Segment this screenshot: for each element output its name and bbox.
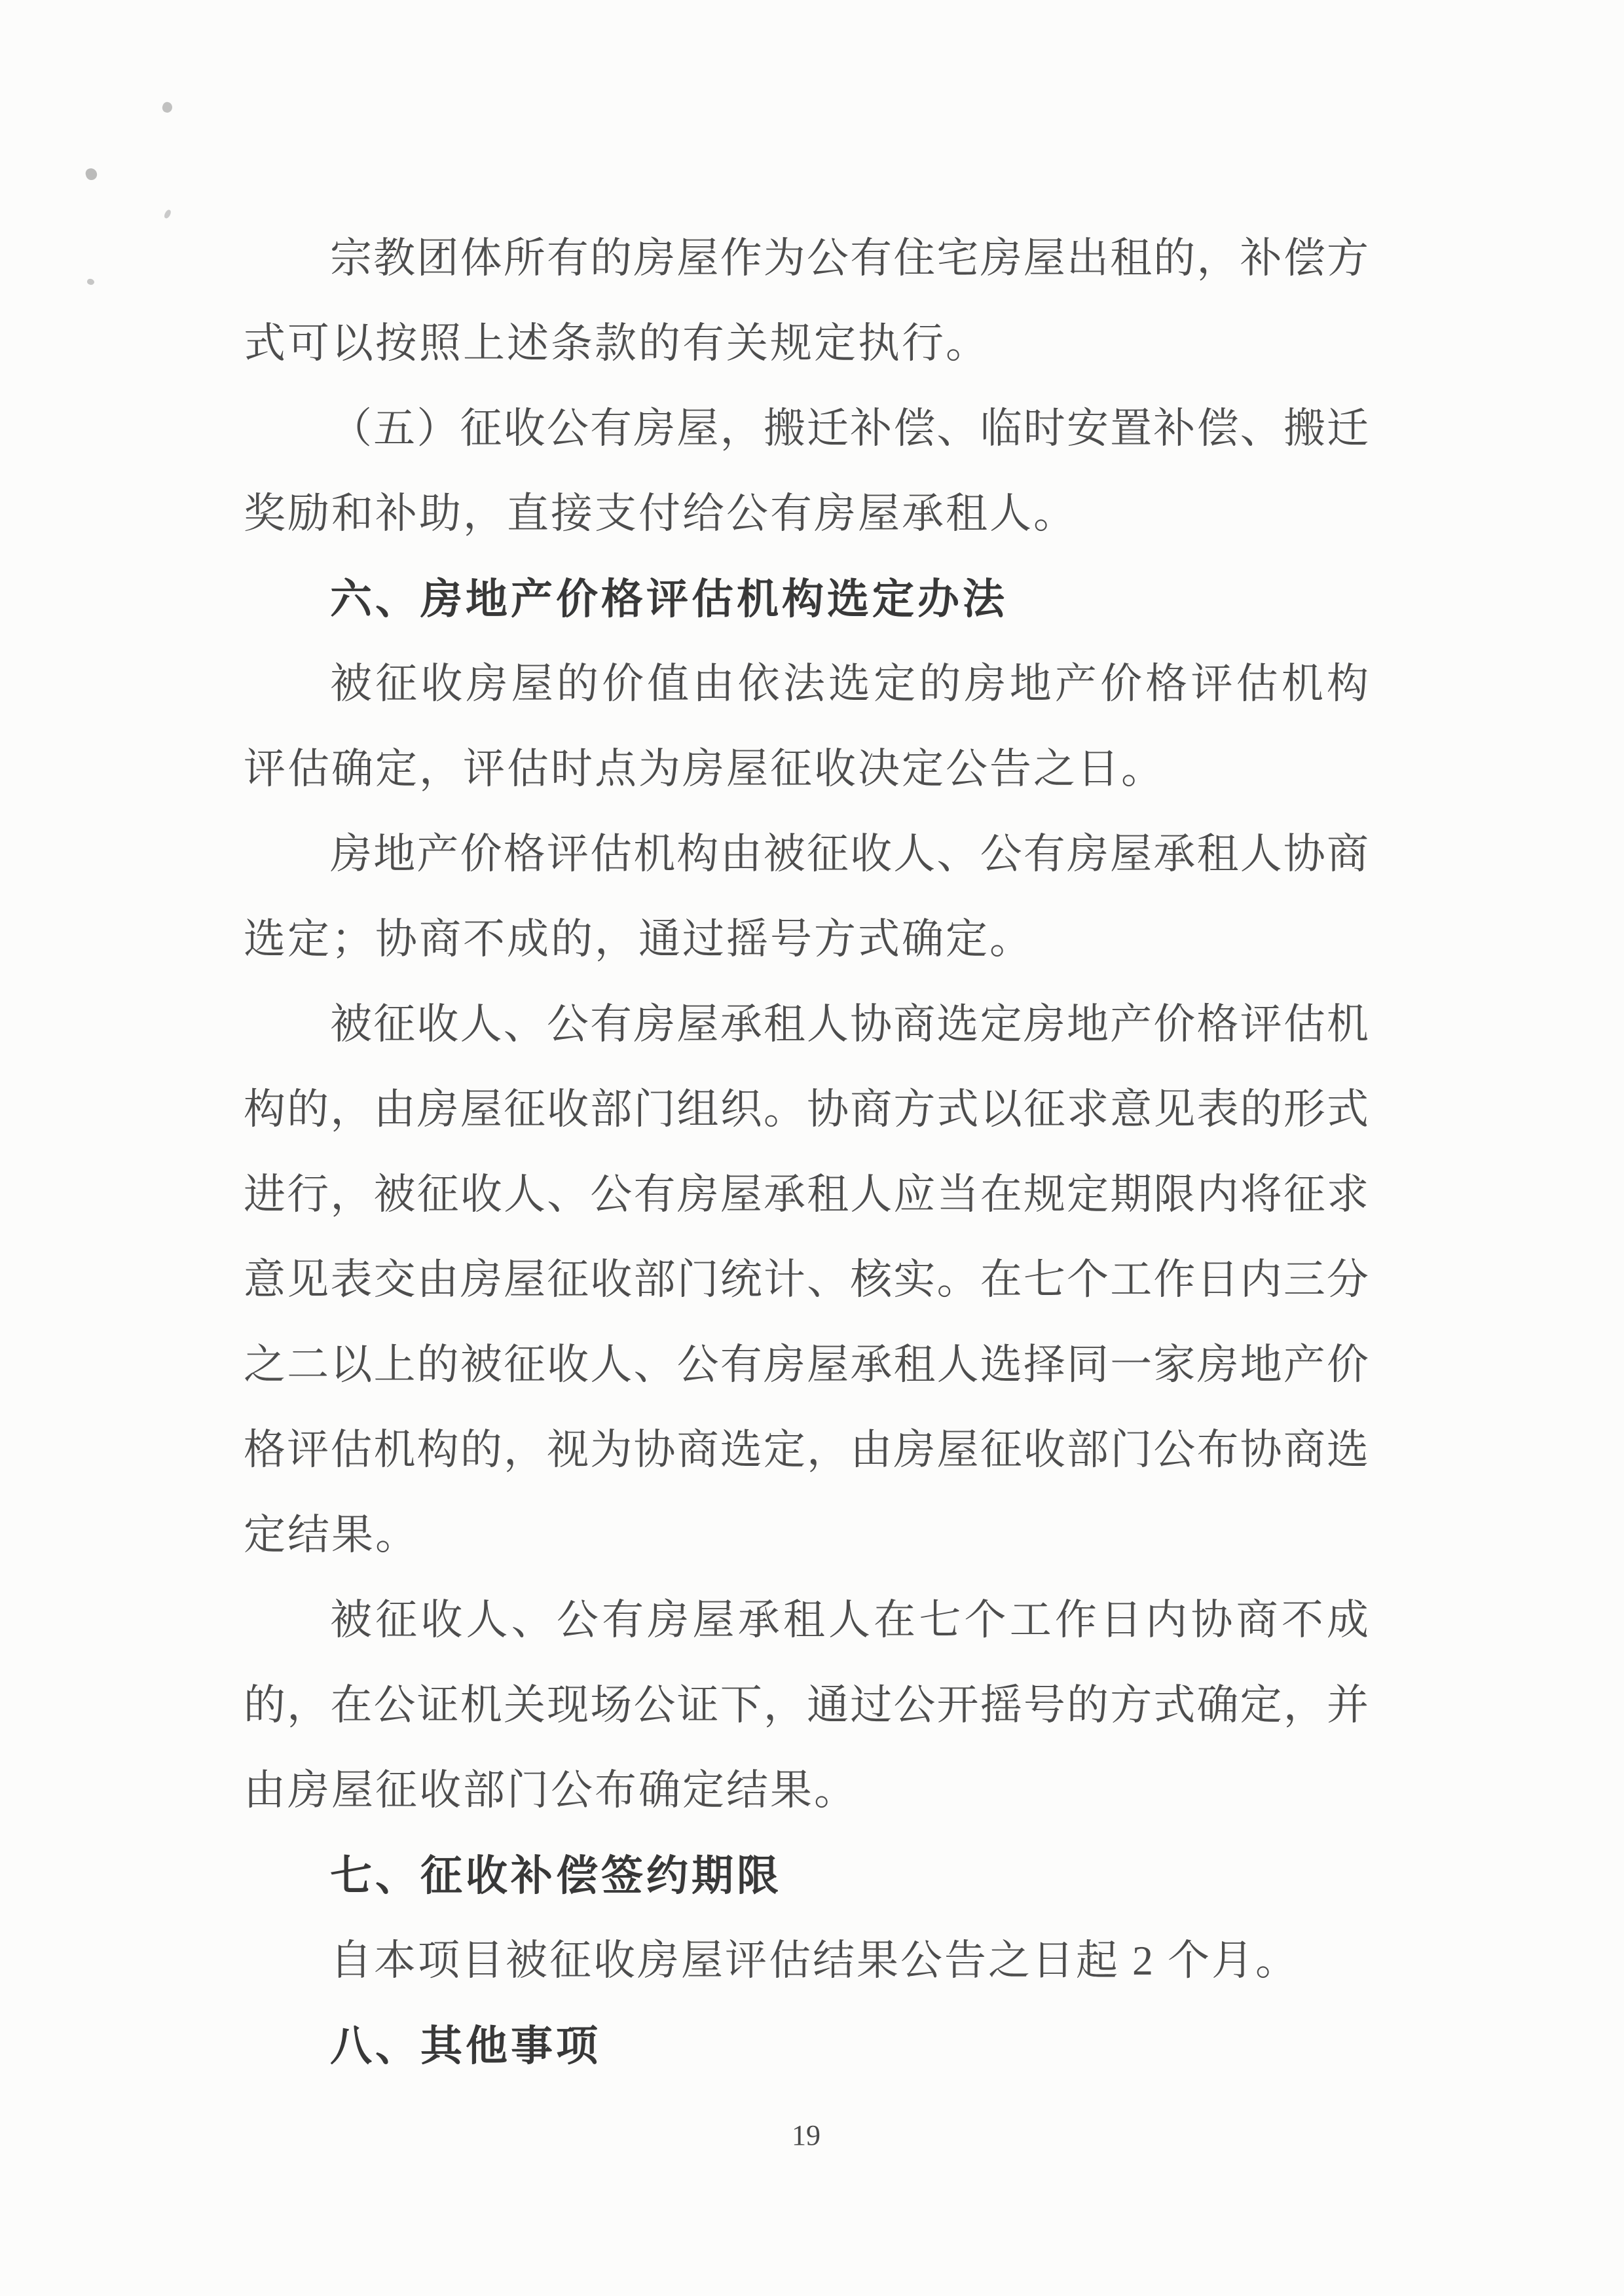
document-line: 构的，由房屋征收部门组织。协商方式以征求意见表的形式 (244, 1086, 1369, 1133)
section-heading: 六、房地产价格评估机构选定办法 (330, 575, 1008, 623)
document-line: （五）征收公有房屋，搬迁补偿、临时安置补偿、搬迁 (330, 405, 1369, 452)
document-line: 进行，被征收人、公有房屋承租人应当在规定期限内将征求 (244, 1171, 1369, 1218)
document-body (244, 216, 1369, 2088)
document-line: 被征收人、公有房屋承租人在七个工作日内协商不成 (330, 1597, 1369, 1643)
scan-speck (86, 278, 94, 285)
document-line: 选定；协商不成的，通过摇号方式确定。 (244, 916, 1033, 962)
document-line: 奖励和补助，直接支付给公有房屋承租人。 (244, 490, 1077, 537)
document-line: 被征收人、公有房屋承租人协商选定房地产价格评估机 (330, 1001, 1369, 1048)
scan-speck (161, 101, 174, 114)
document-line: 被征收房屋的价值由依法选定的房地产价格评估机构 (330, 661, 1369, 707)
document-line: 由房屋征收部门公布确定结果。 (244, 1767, 858, 1813)
section-heading: 八、其他事项 (330, 2022, 601, 2069)
scan-speck (163, 209, 172, 219)
document-line: 格评估机构的，视为协商选定，由房屋征收部门公布协商选 (244, 1427, 1369, 1473)
scan-speck (84, 167, 98, 181)
document-line: 之二以上的被征收人、公有房屋承租人选择同一家房地产价 (244, 1341, 1369, 1388)
document-line: 式可以按照上述条款的有关规定执行。 (244, 320, 989, 367)
document-line: 的，在公证机关现场公证下，通过公开摇号的方式确定，并 (244, 1682, 1369, 1728)
document-line: 评估确定，评估时点为房屋征收决定公告之日。 (244, 746, 1165, 792)
document-line: 自本项目被征收房屋评估结果公告之日起 2 个月。 (330, 1937, 1299, 1984)
section-heading: 七、征收补偿签约期限 (330, 1852, 782, 1899)
page-number: 19 (792, 2119, 821, 2151)
document-line: 房地产价格评估机构由被征收人、公有房屋承租人协商 (330, 831, 1369, 877)
document-line: 意见表交由房屋征收部门统计、核实。在七个工作日内三分 (244, 1256, 1369, 1303)
document-line: 定结果。 (244, 1512, 419, 1558)
document-line: 宗教团体所有的房屋作为公有住宅房屋出租的，补偿方 (330, 235, 1369, 282)
